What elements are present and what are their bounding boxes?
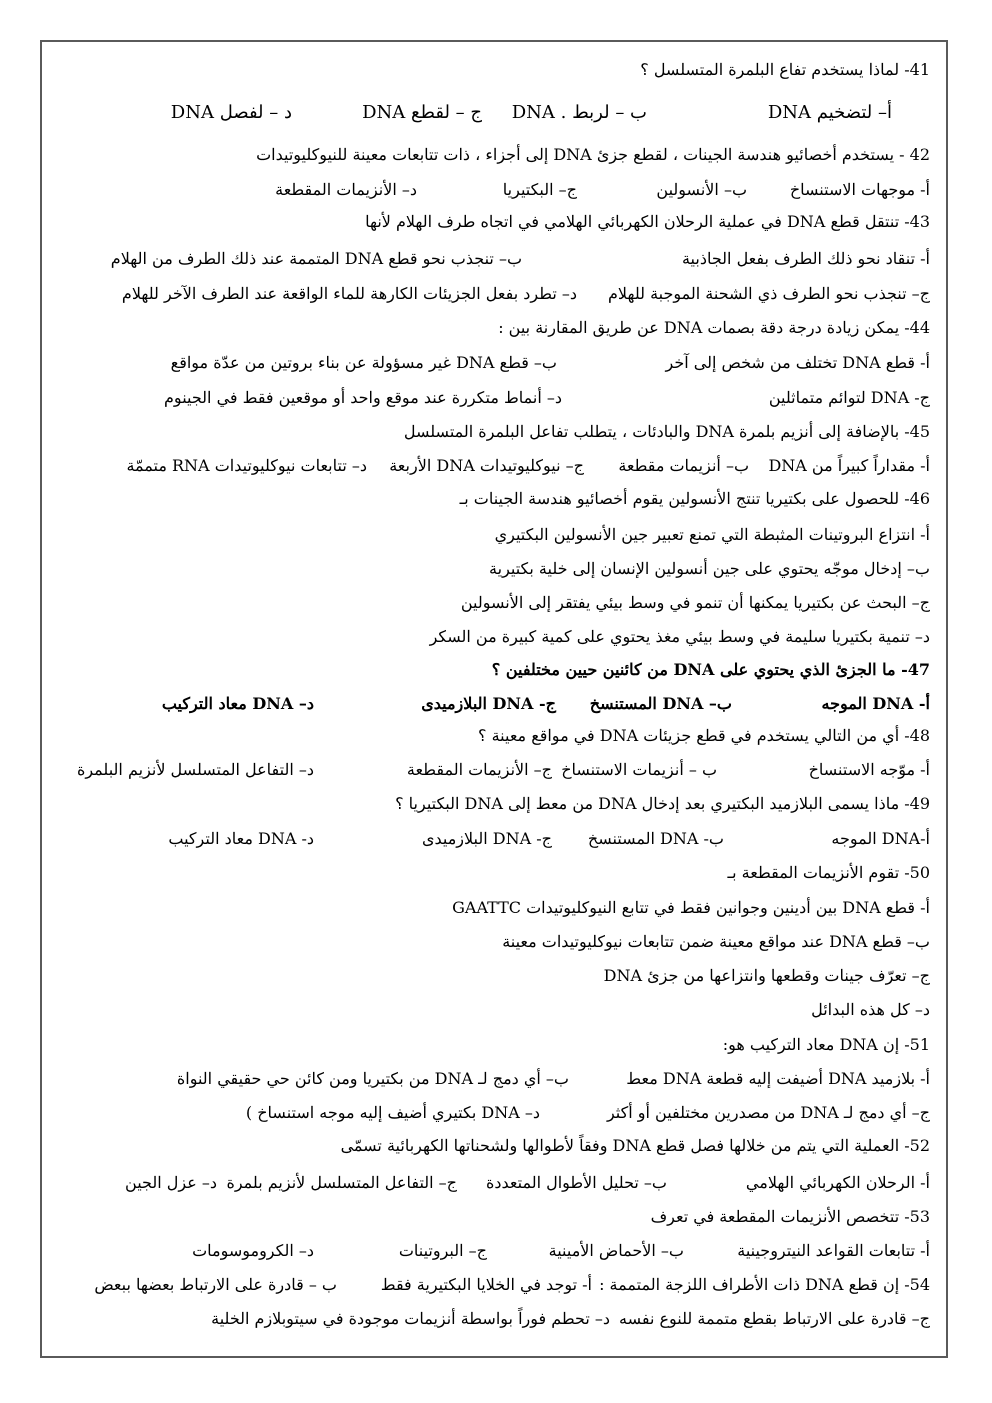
q47-option-b: ب– DNA المستنسخ: [589, 694, 732, 713]
q45-option-d: د– تتابعات نيوكليوتيدات RNA متممّة: [126, 456, 367, 475]
q41-option-a: أ– لتضخيم DNA: [767, 102, 892, 123]
q43-option-a: أ- تنقاد نحو ذلك الطرف بفعل الجاذبية: [681, 249, 930, 268]
q48-option-c: ج– الأنزيمات المقطعة: [406, 760, 552, 779]
q46-option-d: د– تنمية بكتيريا سليمة في وسط بيئي مغذ يحتوي على كمية كبيرة من السكر: [429, 627, 930, 646]
q48-option-d: د– التفاعل المتسلسل لأنزيم البلمرة: [76, 760, 314, 779]
q50-option-a: أ- قطع DNA بين أدينين وجوانين فقط في تتابع النيوكليوتيدات GAATTC: [452, 898, 930, 917]
q54-option-c: ج– قادرة على الارتباط بقطع متممة للنوع نفسه: [619, 1309, 930, 1328]
q47-stem: 47- ما الجزئ الذي يحتوي على DNA من كائنين حيين مختلفين ؟: [491, 660, 930, 679]
q51-option-d: د– DNA بكتيري أضيف إليه موجه استنساخ ): [245, 1103, 540, 1122]
q47-option-a: أ- DNA الموجه: [821, 694, 930, 713]
q47-option-c: ج- DNA البلازميدى: [421, 694, 556, 713]
q42-option-a: أ- موجهات الاستنساخ: [789, 180, 930, 199]
q42-option-d: د– الأنزيمات المقطعة: [275, 180, 417, 199]
q51-option-b: ب– أي دمج لـ DNA من بكتيريا ومن كائن حي حقيقي النواة: [176, 1069, 569, 1088]
q49-option-d: د- DNA معاد التركيب: [168, 829, 314, 848]
q49-option-c: ج- DNA البلازميدى: [421, 829, 552, 848]
q51-option-c: ج– أي دمج لـ DNA من مصدرين مختلفين أو أكثر: [606, 1103, 930, 1122]
q50-option-d: د– كل هذه البدائل: [811, 1000, 930, 1019]
q42-option-c: ج– البكتيريا: [502, 180, 577, 199]
q46-option-c: ج– البحث عن بكتيريا يمكنها أن تنمو في وسط بيئي يفتقر إلى الأنسولين: [460, 593, 930, 612]
q50-stem: 50- تقوم الأنزيمات المقطعة بـ: [727, 863, 930, 882]
q41-option-d: د – لفصل DNA: [170, 102, 292, 123]
q44-option-a: أ- قطع DNA تختلف من شخص إلى آخر: [665, 353, 930, 372]
q49-stem: 49- ماذا يسمى البلازميد البكتيري بعد إدخال DNA من معط إلى DNA البكتيريا ؟: [395, 794, 930, 813]
q43-stem: 43- تنتقل قطع DNA في عملية الرحلان الكهربائي الهلامي في اتجاه طرف الهلام لأنها: [365, 212, 930, 231]
q50-option-b: ب– قطع DNA عند مواقع معينة ضمن تتابعات نيوكليوتيدات معينة: [502, 932, 930, 951]
q44-option-c: ج- DNA لتوائم متماثلين: [768, 388, 930, 407]
q54-option-b: ب – قادرة على الارتباط بعضها ببعض: [94, 1275, 337, 1294]
q51-option-a: أ- بلازميد DNA أضيفت إليه قطعة DNA معط: [626, 1069, 930, 1088]
q53-option-c: ج– البروتينات: [398, 1241, 487, 1260]
q53-option-b: ب– الأحماض الأمينية: [548, 1241, 684, 1260]
q45-option-c: ج– نيوكليوتيدات DNA الأربعة: [389, 456, 584, 475]
q51-stem: 51- إن DNA معاد التركيب هو:: [722, 1035, 930, 1054]
q46-option-a: أ- انتزاع البروتينات المثبطة التي تمنع تعبير جين الأنسولين البكتيري: [494, 525, 930, 544]
q45-option-a: أ- مقداراً كبيراً من DNA: [768, 456, 930, 475]
q41-option-b: ب – لربط . DNA: [511, 102, 647, 123]
q52-option-b: ب– تحليل الأطوال المتعددة: [485, 1173, 667, 1192]
q54-option-d: د– تحطم فوراً بواسطة أنزيمات موجودة في سيتوبلازم الخلية: [211, 1309, 610, 1328]
q47-option-d: د– DNA معاد التركيب: [161, 694, 314, 713]
q44-option-b: ب– قطع DNA غير مسؤولة عن بناء بروتين من عدّة مواقع: [170, 353, 557, 372]
q42-stem: 42 - يستخدم أخصائيو هندسة الجينات ، لقطع جزئ DNA إلى أجزاء ، ذات تتابعات معينة للنيوكليوتيدات: [256, 145, 930, 164]
q54-option-a: أ- توجد في الخلايا البكتيرية فقط: [380, 1275, 592, 1294]
q53-stem: 53- تتخصص الأنزيمات المقطعة في تعرف: [650, 1207, 930, 1226]
q41-option-c: ج – لقطع DNA: [362, 102, 482, 123]
q43-option-b: ب– تنجذب نحو قطع DNA المتممة عند ذلك الطرف من الهلام: [110, 249, 522, 268]
q44-option-d: د– أنماط متكررة عند موقع واحد أو موقعين فقط في الجينوم: [164, 388, 562, 407]
q53-option-d: د– الكروموسومات: [192, 1241, 314, 1260]
q54-stem: 54- إن قطع DNA ذات الأطراف اللزجة المتممة :: [599, 1275, 930, 1294]
q41-stem: 41- لماذا يستخدم تفاع البلمرة المتسلسل ؟: [640, 60, 930, 79]
q48-option-a: أ- موّجه الاستنساخ: [808, 760, 930, 779]
q43-option-d: د– تطرد بفعل الجزيئات الكارهة للماء الواقعة عند الطرف الآخر للهلام: [121, 284, 577, 303]
q48-option-b: ب – أنزيمات الاستنساخ: [561, 760, 717, 779]
q53-option-a: أ- تتابعات القواعد النيتروجينية: [737, 1241, 930, 1260]
q52-option-a: أ- الرحلان الكهربائي الهلامي: [745, 1173, 930, 1192]
q49-option-a: أ-DNA الموجه: [831, 829, 930, 848]
q48-stem: 48- أي من التالي يستخدم في قطع جزيئات DNA في مواقع معينة ؟: [478, 726, 930, 745]
q45-option-b: ب– أنزيمات مقطعة: [618, 456, 749, 475]
q46-option-b: ب– إدخال موجّه يحتوي على جين أنسولين الإنسان إلى خلية بكتيرية: [489, 559, 930, 578]
q52-option-c: ج– التفاعل المتسلسل لأنزيم بلمرة: [226, 1173, 457, 1192]
q52-stem: 52- العملية التي يتم من خلالها فصل قطع DNA وفقاً لأطوالها ولشحناتها الكهربائية تسمّى: [340, 1136, 930, 1155]
q52-option-d: د– عزل الجين: [125, 1173, 217, 1192]
q50-option-c: ج– تعرّف جينات وقطعها وانتزاعها من جزئ DNA: [603, 966, 930, 985]
q45-stem: 45- بالإضافة إلى أنزيم بلمرة DNA والبادئات ، يتطلب تفاعل البلمرة المتسلسل: [403, 422, 930, 441]
q49-option-b: ب- DNA المستنسخ: [587, 829, 724, 848]
q46-stem: 46- للحصول على بكتيريا تنتج الأنسولين يقوم أخصائيو هندسة الجينات بـ: [459, 489, 930, 508]
q43-option-c: ج– تنجذب نحو الطرف ذي الشحنة الموجبة للهلام: [607, 284, 930, 303]
q42-option-b: ب– الأنسولين: [656, 180, 747, 199]
q44-stem: 44- يمكن زيادة درجة دقة بصمات DNA عن طريق المقارنة بين :: [498, 318, 930, 337]
